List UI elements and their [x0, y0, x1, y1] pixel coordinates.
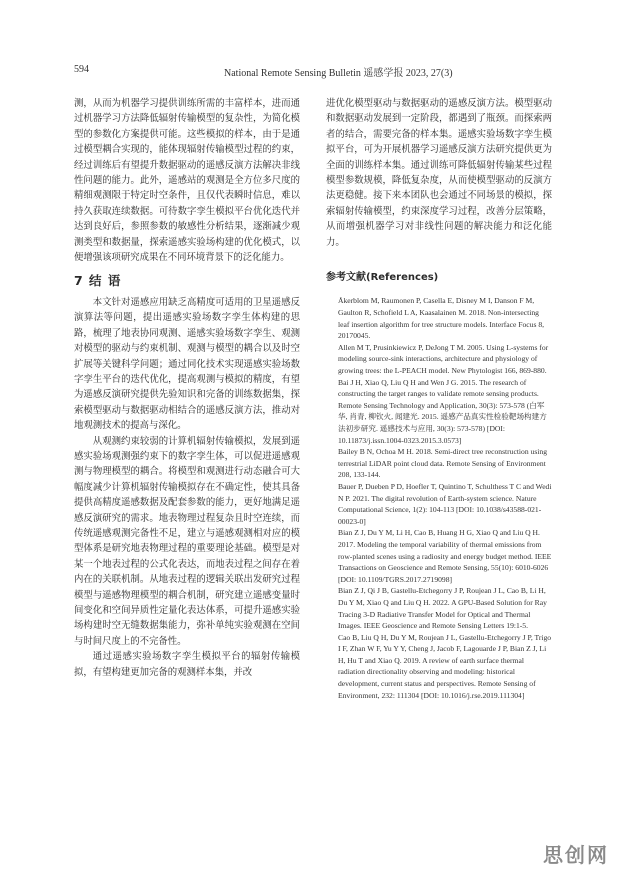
paragraph: 本文针对遥感应用缺乏高精度可适用的卫星遥感反演算法等问题，提出遥感实验场数字孪生体构建的思路，梳理了地表协同观测、遥感实验场数字孪生、观测对模型的驱动与约束机制、观测与模型的耦合以及时空扩展等关键科学问题；通过同化技术实现遥感实验场数字孪生平台的迭代优化，提高观测与模拟的精度，有望为遥感反演研究提供先验知识和完备的训练数据集，探索模型驱动与数据驱动相结合的遥感反演方法，推动对地观测技术的提高与深化。 — [74, 296, 300, 432]
section-heading-conclusion: 7 结 语 — [74, 273, 122, 289]
reference-item: Bian Z J, Du Y M, Li H, Cao B, Huang H G, Xiao Q and Liu Q H. 2017. Modeling the temporal variability of thermal emissions from row-planted scenes using a radiosity and energy budget method. IEEE Transactions on Geoscience and Remote Sensing, 55(10): 6010-6026 [DOI: 10.1109/TGRS.2017.2719098] — [338, 528, 552, 584]
reference-item: Bailey B N, Ochoa M H. 2018. Semi-direct tree reconstruction using terrestrial LiDAR point cloud data. Remote Sensing of Environment 208, 133-144. — [338, 447, 547, 480]
reference-item: Allen M T, Prusinkiewicz P, DeJong T M. 2005. Using L-systems for modeling source-sink interactions, architecture and physiology of growing trees: the L-PEACH model. New Phytologist 166, 869-880. — [338, 342, 549, 376]
reference-item: Cao B, Liu Q H, Du Y M, Roujean J L, Gastellu-Etchegorry J P, Trigo I F, Zhan W F, Yu Y Y, Cheng J, Jacob F, Lagouarde J P, Bian Z J, Li H, Hu T and Xiao Q. 2019. A review of earth surface thermal radiation directionality observing and modeling: historical development, current status and perspectives. Remote Sensing of Environment, 232: 111304 [DOI: 10.1016/j.rse.2019.111304] — [338, 632, 552, 700]
paragraph-continued: 进优化模型驱动与数据驱动的遥感反演方法。模型驱动和数据驱动发展到一定阶段，都遇到了瓶颈。而探索两者的结合，需要完备的样本集。遥感实验场数字孪生模拟平台，可为开展机器学习遥感反演方法研究提供更为全面的训练样本集。通过训练可降低辐射传输某些过程模型参数规模，降低复杂度，从而使模型驱动的反演方法更稳健。接下来本团队也会通过不同场景的模拟，探索辐射传输模型，约束深度学习过程，改善分层策略，从而增强机器学习对非线性问题的解决能力和泛化能力。 — [326, 98, 552, 248]
watermark: 思创网 — [543, 843, 609, 867]
references-heading: 参考文献(References) — [326, 272, 439, 284]
reference-list — [326, 295, 552, 701]
paragraph-continued: 测，从而为机器学习提供训练所需的丰富样本，进而通过机器学习方法降低辐射传输模型的复杂性，为简化模型的参数化方案提供可能。这些模拟的样本，由于是通过模型耦合实现的，能体现辐射传输模型过程的约束，经过训练后有望提升数据驱动的遥感反演方法解决非线性问题的能力。此外，遥感站的观测是全方位多尺度的精细观测限于特定时空条件，且仅代表瞬时信息，难以持久获取连续数据。可待数字孪生模拟平台优化迭代并达到良好后，参照参数的敏感性分析结果，逐渐减少观测类型和数据量，探索遥感实验场构建的优化模式，以便增强该项研究成果在不同环境背景下的泛化能力。 — [74, 98, 300, 264]
reference-item: Bai J H, Xiao Q, Liu Q H and Wen J G. 2015. The research of constructing the target ranges to validate remote sensing products. Remote Sensing Technology and Application, 30(3): 573-578 (白军华, 肖青, 柳钦火, 闻建光. 2015. 遥感产品真实性检验靶场构建方法初步研究. 遥感技术与应用, 30(3): 573-578) [DOI: 10.11873/j.issn.1004-0323.2015.3.0573] — [338, 377, 547, 445]
reference-item: Åkerblom M, Raumonen P, Casella E, Disney M I, Danson F M, Gaulton R, Schofield L A, Kaasalainen M. 2018. Non-intersecting leaf insertion algorithm for tree structure models. Interface Focus 8, 20170045. — [338, 296, 545, 341]
page-number: 594 — [74, 64, 89, 75]
journal-running-title: National Remote Sensing Bulletin 遥感学报 2023, 27(3) — [224, 68, 453, 79]
page-header — [74, 64, 544, 78]
right-column — [326, 96, 552, 701]
reference-item: Bian Z J, Qi J B, Gastellu-Etchegorry J P, Roujean J L, Cao B, Li H, Du Y M, Xiao Q and Liu Q H. 2022. A GPU-Based Solution for Ray Tracing 3-D Radiative Transfer Model for Optical and Thermal Images. IEEE Geoscience and Remote Sensing Letters 19:1-5. — [338, 586, 547, 631]
paragraph: 通过遥感实验场数字孪生模拟平台的辐射传输模拟，有望构建更加完备的观测样本集，并改 — [74, 651, 300, 678]
left-column — [74, 96, 300, 680]
paragraph: 从观测约束较弱的计算机辐射传输模拟，发展到遥感实验场观测强约束下的数字孪生体，可以促进遥感观测与物理模型的耦合。将模型和观测进行动态融合可大幅度减少计算机辐射传输模拟存在不确定性，使其具备提供高精度遥感数据及配套参数的能力，更好地满足遥感反演研究的需求。地表物理过程复杂且时空连续，而传统遥感观测完备性不足，建立与遥感观测相对应的模型体系是研究地表物理过程的重要理论基础。模型是对某一个地表过程的公式化表达，而地表过程之间存在着内在的关联机制。从地表过程的逻辑关联出发研究过程模型与遥感物理模型的耦合机制，研究建立遥感变量时间变化和空间异质性定量化表达体系，可提升遥感实验场构建时空无缝数据集能力，弥补单纯实验观测在空间与时间尺度上的不完备性。 — [74, 435, 300, 647]
reference-item: Bauer P, Dueben P D, Hoefler T, Quintino T, Schulthess T C and Wedi N P. 2021. The digital revolution of Earth-system science. Nature Computational Science, 1(2): 104-113 [DOI: 10.1038/s43588-021-00023-0] — [338, 481, 552, 526]
